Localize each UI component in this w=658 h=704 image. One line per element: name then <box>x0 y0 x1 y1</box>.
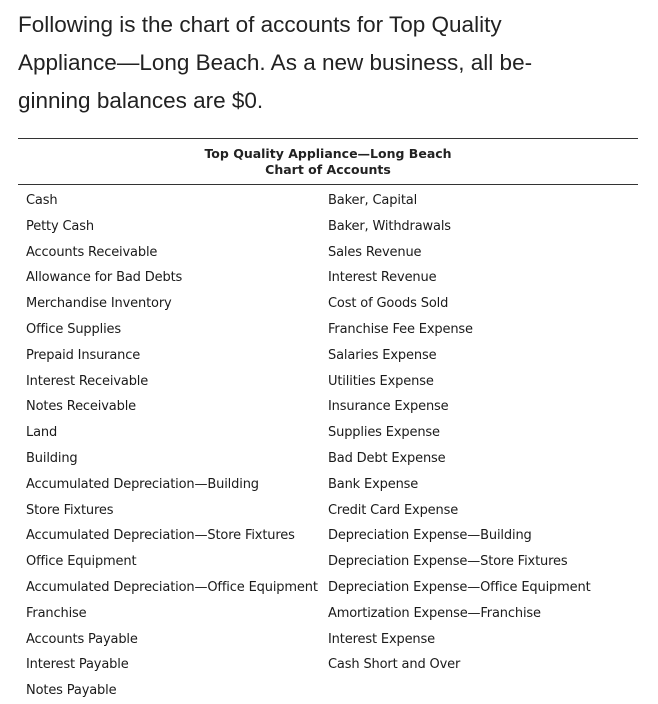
intro-line: ginning balances are $0. <box>18 88 264 113</box>
account-item: Building <box>26 450 78 466</box>
account-item: Baker, Withdrawals <box>328 218 451 234</box>
account-item: Accounts Receivable <box>26 244 158 260</box>
account-item: Depreciation Expense—Store Fixtures <box>328 554 568 570</box>
right-account-list <box>328 188 591 678</box>
account-item: Prepaid Insurance <box>26 347 141 363</box>
account-item: Merchandise Inventory <box>26 296 172 312</box>
account-item: Interest Revenue <box>328 270 437 286</box>
account-item: Supplies Expense <box>328 425 440 441</box>
account-item: Salaries Expense <box>328 347 437 363</box>
account-item: Store Fixtures <box>26 502 114 518</box>
account-item: Bad Debt Expense <box>328 450 446 466</box>
account-item: Accumulated Depreciation—Building <box>26 476 259 492</box>
account-item: Depreciation Expense—Office Equipment <box>328 579 591 595</box>
account-item: Interest Payable <box>26 657 129 673</box>
table-title: Top Quality Appliance—Long Beach <box>204 146 452 161</box>
account-item: Cash <box>26 193 58 208</box>
header-divider <box>18 184 638 185</box>
account-item: Amortization Expense—Franchise <box>328 605 541 621</box>
account-item: Bank Expense <box>328 476 419 492</box>
account-item: Credit Card Expense <box>328 502 459 518</box>
account-item: Sales Revenue <box>328 244 422 260</box>
account-item: Utilities Expense <box>328 373 434 389</box>
intro-paragraph <box>18 6 638 120</box>
account-item: Baker, Capital <box>328 193 418 208</box>
account-item: Franchise <box>26 605 87 621</box>
account-item: Office Supplies <box>26 321 122 337</box>
intro-line: Appliance—Long Beach. As a new business, all be- <box>18 50 533 75</box>
account-item: Land <box>26 425 58 441</box>
intro-line: Following is the chart of accounts for Top Quality <box>18 12 502 37</box>
left-account-list <box>26 188 318 704</box>
account-item: Interest Receivable <box>26 373 149 389</box>
account-item: Cost of Goods Sold <box>328 296 449 312</box>
table-subtitle: Chart of Accounts <box>265 162 391 177</box>
account-item: Accounts Payable <box>26 631 138 647</box>
account-item: Cash Short and Over <box>328 657 461 673</box>
account-item: Allowance for Bad Debts <box>26 270 183 286</box>
account-item: Depreciation Expense—Building <box>328 528 532 544</box>
account-item: Office Equipment <box>26 554 137 570</box>
account-item: Insurance Expense <box>328 399 449 415</box>
account-item: Franchise Fee Expense <box>328 321 473 337</box>
account-item: Notes Receivable <box>26 399 137 415</box>
top-divider <box>18 138 638 139</box>
account-item: Accumulated Depreciation—Store Fixtures <box>26 528 295 544</box>
account-item: Petty Cash <box>26 218 94 234</box>
account-item: Interest Expense <box>328 631 435 647</box>
account-item: Accumulated Depreciation—Office Equipment <box>26 579 318 595</box>
account-item: Notes Payable <box>26 683 117 699</box>
chart-of-accounts-header <box>18 146 638 178</box>
